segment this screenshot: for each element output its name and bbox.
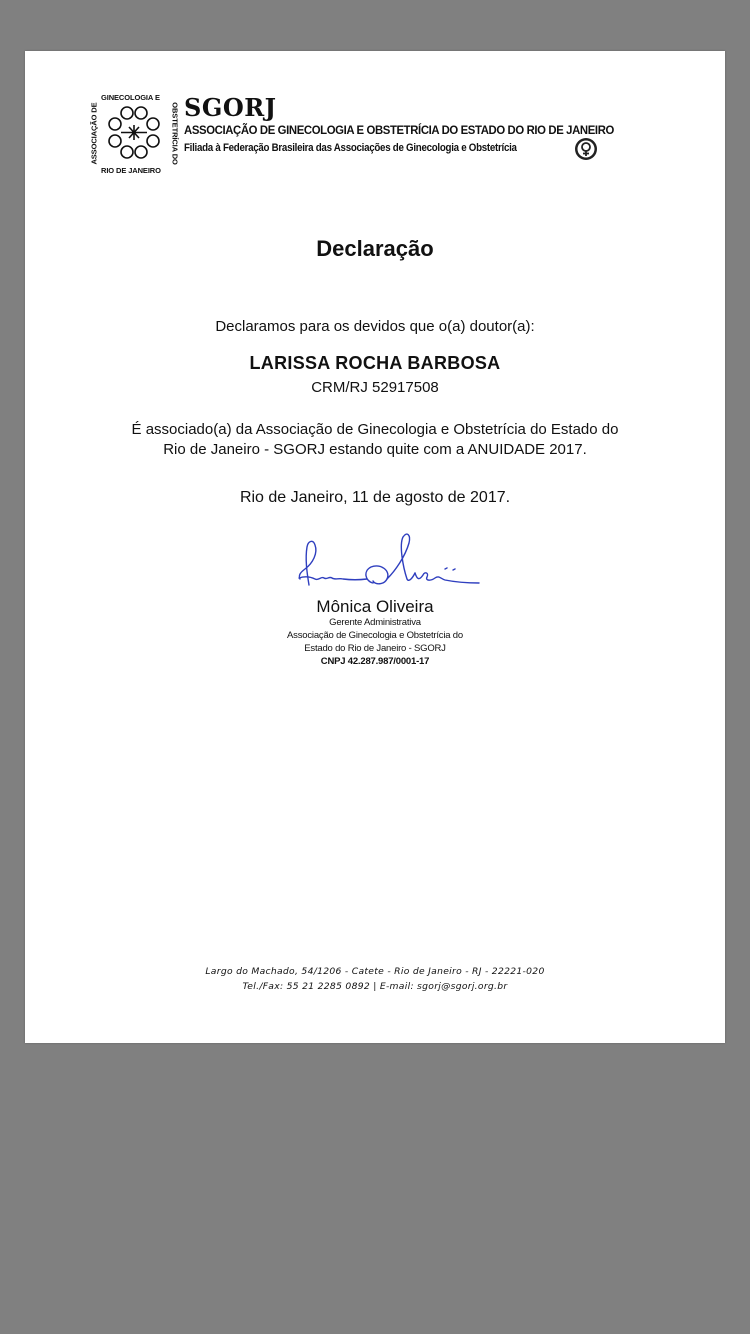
place-date: Rio de Janeiro, 11 de agosto de 2017. [239,489,511,506]
sgorj-logo-icon [105,105,163,163]
intro-text: Declaramos para os devidos que o(a) doutor(a): [215,318,535,335]
document-title: Declaração [316,236,434,261]
logo-ring-top-text: GINECOLOGIA E [101,93,160,102]
affiliation-text: Filiada à Federação Brasileira das Associações de Ginecologia e Obstetrícia [184,142,517,154]
signer-org-line-1: Associação de Ginecologia e Obstetrícia do [287,630,463,641]
signer-org-line-2: Estado do Rio de Janeiro - SGORJ [304,643,446,654]
footer-address: Largo do Machado, 54/1206 - Catete - Rio de Janeiro - RJ - 22221-020 [205,966,545,977]
affiliation-row [184,138,714,162]
logo-ring-left-text: ASSOCIAÇÃO DE [89,102,99,165]
signer-cnpj: CNPJ 42.287.987/0001-17 [320,656,430,667]
body-text-line-1: É associado(a) da Associação de Ginecologia e Obstetrícia do Estado do [131,421,619,438]
logo-ring-right-text: OBSTETRÍCIA DO [170,102,180,165]
brand-block [184,94,714,162]
signer-name: Mônica Oliveira [316,597,434,616]
signature-icon [295,523,485,603]
member-crm: CRM/RJ 52917508 [311,379,439,396]
febrasgo-icon [574,137,598,161]
letterhead [87,91,707,181]
signer-role: Gerente Administrativa [329,617,421,628]
footer-contact: Tel./Fax: 55 21 2285 0892 | E-mail: sgorj@sgorj.org.br [242,981,508,992]
brand-full-name: ASSOCIAÇÃO DE GINECOLOGIA E OBSTETRÍCIA DO ESTADO DO RIO DE JANEIRO [184,123,614,137]
logo-ring-bottom-text: RIO DE JANEIRO [101,166,161,175]
member-name: LARISSA ROCHA BARBOSA [249,353,501,373]
body-text-line-2: Rio de Janeiro - SGORJ estando quite com a ANUIDADE 2017. [163,441,587,458]
document-page [25,51,725,1043]
brand-name: SGORJ [184,93,277,122]
sgorj-logo [87,91,180,177]
